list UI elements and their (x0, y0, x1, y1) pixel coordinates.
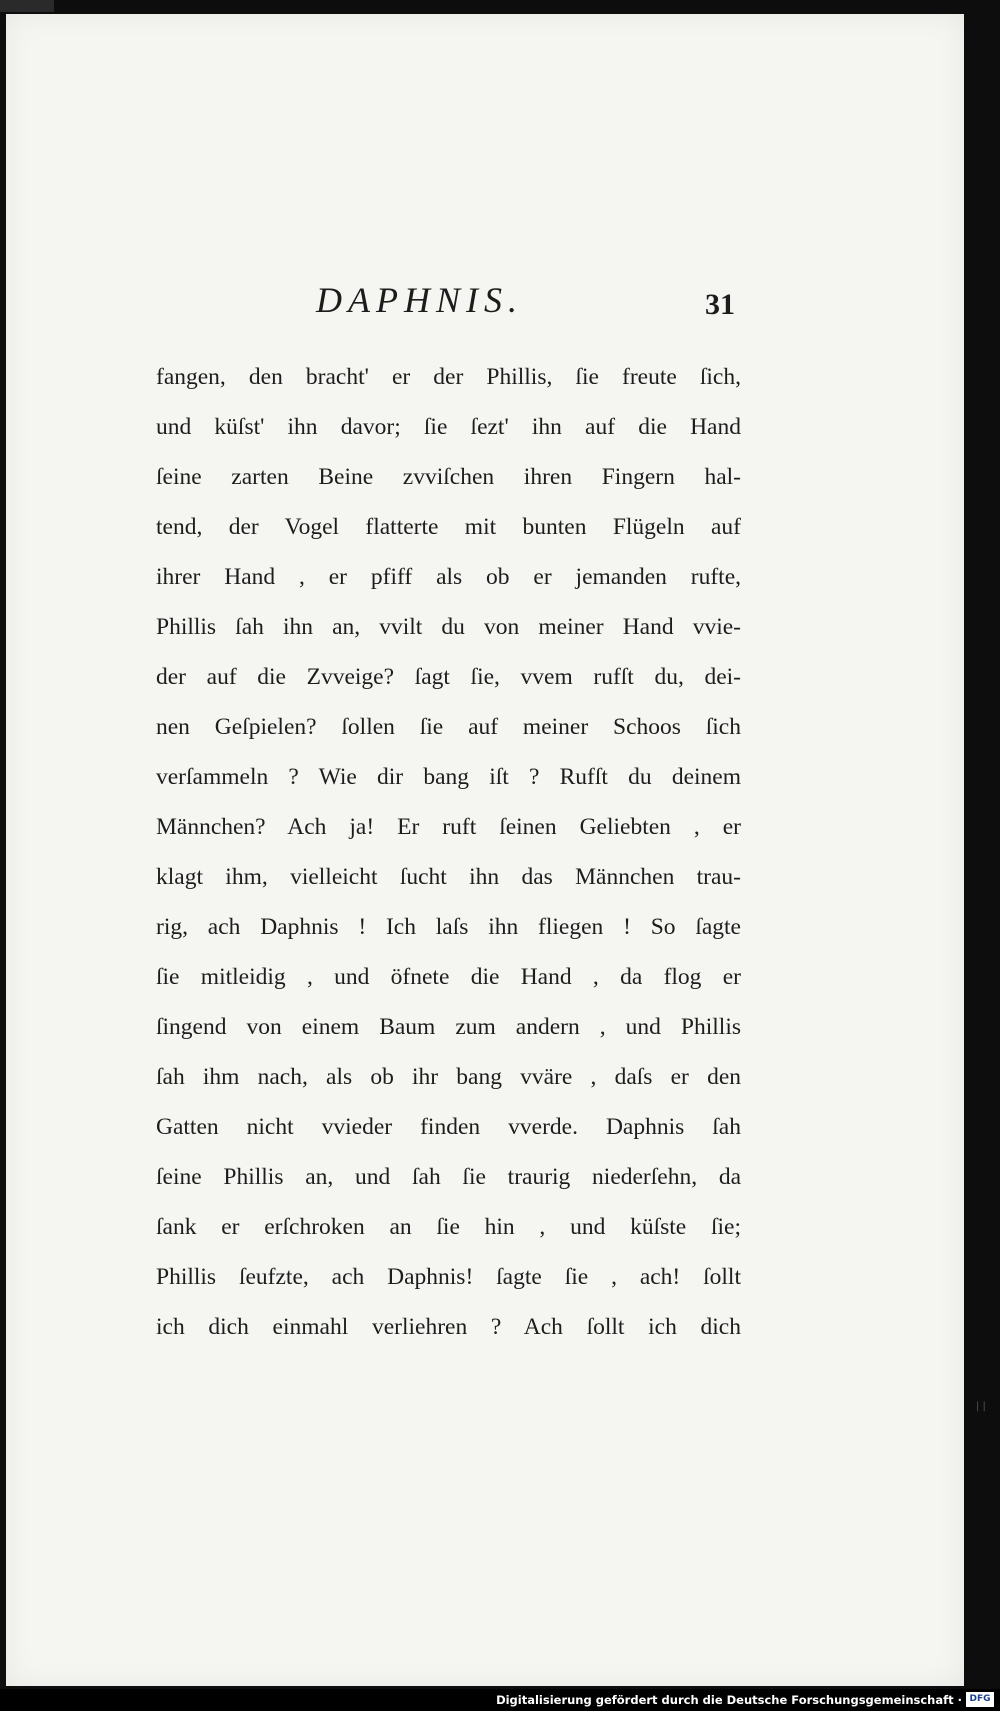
text-line: ſeine Phillis an, und ſah ſie traurig niederſehn, da (156, 1164, 741, 1190)
body-text (156, 352, 741, 1352)
footer-credit: Digitalisierung gefördert durch die Deutsche Forschungsgemeinschaft · (496, 1693, 962, 1707)
text-line: ich dich einmahl verliehren ? Ach ſollt ich dich (156, 1314, 741, 1340)
text-line: ſank er erſchroken an ſie hin , und küſste ſie; (156, 1214, 741, 1240)
running-head (6, 279, 964, 329)
text-line: ſie mitleidig , und öfnete die Hand , da flog er (156, 964, 741, 990)
text-line: ſah ihm nach, als ob ihr bang vväre , daſs er den (156, 1064, 741, 1090)
text-line: ſeine zarten Beine zvviſchen ihren Fingern hal- (156, 464, 741, 490)
text-line: Gatten nicht vvieder finden vverde. Daphnis ſah (156, 1114, 741, 1140)
text-line: klagt ihm, vielleicht ſucht ihn das Männchen trau- (156, 864, 741, 890)
scan-edge-marks (976, 1400, 992, 1414)
text-line: der auf die Zvveige? ſagt ſie, vvem rufſt du, dei- (156, 664, 741, 690)
text-line: Phillis ſeufzte, ach Daphnis! ſagte ſie , ach! ſollt (156, 1264, 741, 1290)
text-line: ſingend von einem Baum zum andern , und Phillis (156, 1014, 741, 1040)
text-line: und küſst' ihn davor; ſie ſezt' ihn auf die Hand (156, 414, 741, 440)
text-line: Männchen? Ach ja! Er ruft ſeinen Geliebten , er (156, 814, 741, 840)
dfg-logo-icon: DFG (966, 1692, 994, 1707)
edge-tick: | | (976, 1401, 986, 1412)
page-number: 31 (705, 288, 735, 321)
text-line: ihrer Hand , er pfiff als ob er jemanden rufte, (156, 564, 741, 590)
text-line: nen Geſpielen? ſollen ſie auf meiner Schoos ſich (156, 714, 741, 740)
scan-corner-mark (0, 0, 54, 12)
footer-bar (0, 1689, 1000, 1711)
text-line: Phillis ſah ihn an, vvilt du von meiner Hand vvie- (156, 614, 741, 640)
text-line: fangen, den bracht' er der Phillis, ſie freute ſich, (156, 364, 741, 390)
running-title: DAPHNIS. (316, 280, 523, 320)
text-line: verſammeln ? Wie dir bang iſt ? Rufſt du deinem (156, 764, 741, 790)
text-line: tend, der Vogel flatterte mit bunten Flügeln auf (156, 514, 741, 540)
text-line: rig, ach Daphnis ! Ich laſs ihn fliegen ! So ſagte (156, 914, 741, 940)
book-page (6, 14, 964, 1686)
